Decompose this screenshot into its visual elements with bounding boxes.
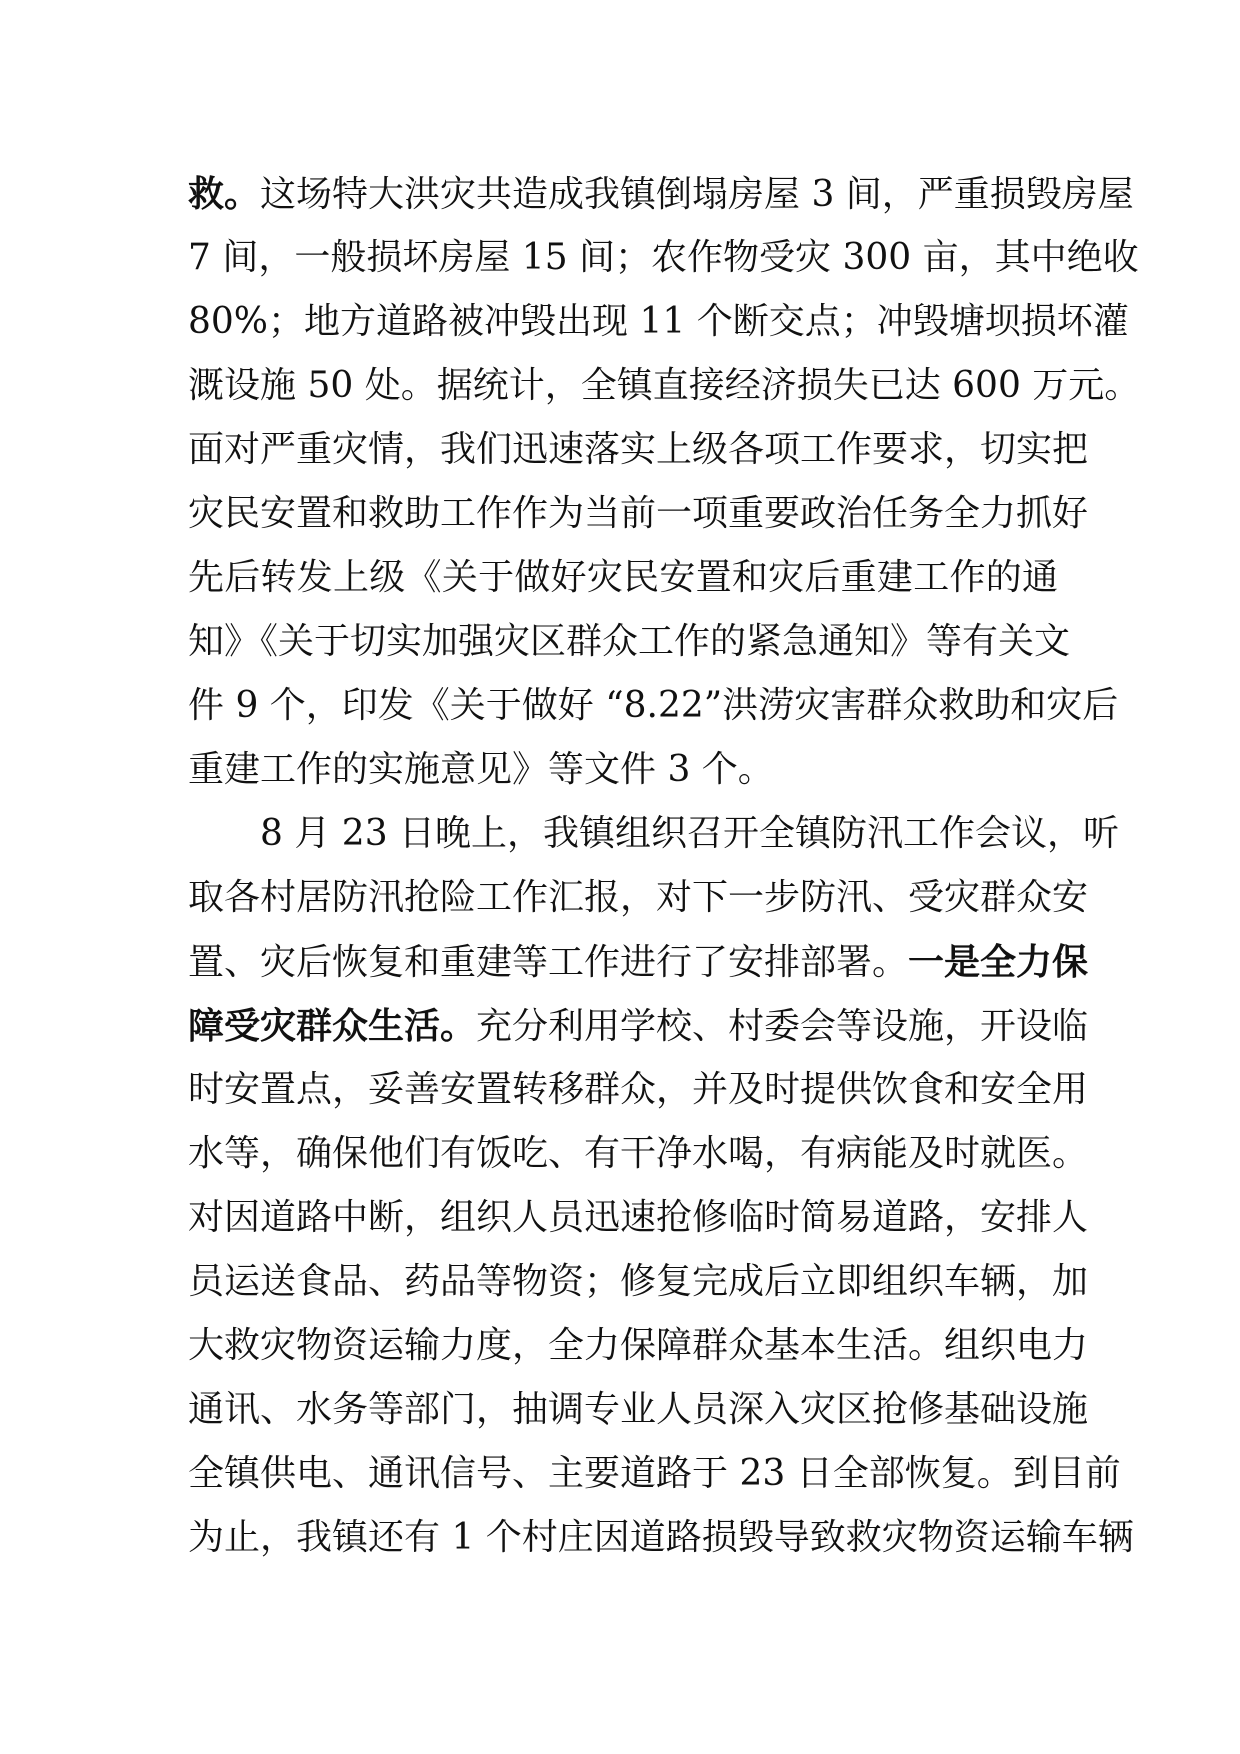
paragraph-first-line: 8 月 23 日晚上，我镇组织召开全镇防汛工作会议，听 (260, 813, 1120, 854)
text-line: 面对严重灾情，我们迅速落实上级各项工作要求，切实把 (188, 429, 1089, 470)
text-line (188, 162, 1134, 226)
text-line: 件 9 个，印发《关于做好 “8.22”洪涝灾害群众救助和灾后 (188, 685, 1119, 726)
bold-phrase: 救。 (188, 173, 261, 215)
text-line: 员运送食品、药品等物资；修复完成后立即组织车辆，加 (188, 1261, 1089, 1302)
text-line (188, 930, 1089, 994)
text-line: 通讯、水务等部门，抽调专业人员深入灾区抢修基础设施 (188, 1389, 1089, 1430)
text-line: 7 间，一般损坏房屋 15 间；农作物受灾 300 亩，其中绝收 (188, 237, 1139, 278)
bold-phrase: 一是全力保 (908, 941, 1089, 983)
text-line (188, 994, 1089, 1058)
text-line: 灾民安置和救助工作作为当前一项重要政治任务全力抓好 (188, 493, 1089, 534)
text-line: 取各村居防汛抢险工作汇报，对下一步防汛、受灾群众安 (188, 877, 1089, 918)
text-line: 先后转发上级《关于做好灾民安置和灾后重建工作的通 (188, 557, 1058, 598)
text-line: 溉设施 50 处。据统计，全镇直接经济损失已达 600 万元。 (188, 365, 1141, 406)
text-line: 80%；地方道路被冲毁出现 11 个断交点；冲毁塘坝损坏灌 (188, 301, 1129, 342)
text-segment: 充分利用学校、村委会等设施，开设临 (476, 1006, 1089, 1047)
text-line: 大救灾物资运输力度，全力保障群众基本生活。组织电力 (188, 1325, 1089, 1366)
bold-phrase: 障受灾群众生活。 (188, 1005, 477, 1047)
body-text (188, 162, 1141, 1570)
text-line: 水等，确保他们有饭吃、有干净水喝，有病能及时就医。 (188, 1133, 1089, 1174)
text-line: 重建工作的实施意见》等文件 3 个。 (188, 749, 774, 790)
text-line: 为止，我镇还有 1 个村庄因道路损毁导致救灾物资运输车辆 (188, 1517, 1134, 1558)
text-segment: 置、灾后恢复和重建等工作进行了安排部署。 (188, 942, 909, 983)
text-line: 对因道路中断，组织人员迅速抢修临时简易道路，安排人 (188, 1197, 1089, 1238)
text-line: 全镇供电、通讯信号、主要道路于 23 日全部恢复。到目前 (188, 1453, 1121, 1494)
text-line: 时安置点，妥善安置转移群众，并及时提供饮食和安全用 (188, 1069, 1089, 1110)
text-line: 知》《关于切实加强灾区群众工作的紧急通知》等有关文 (188, 621, 1071, 662)
text-segment: 这场特大洪灾共造成我镇倒塌房屋 3 间，严重损毁房屋 (260, 174, 1134, 215)
